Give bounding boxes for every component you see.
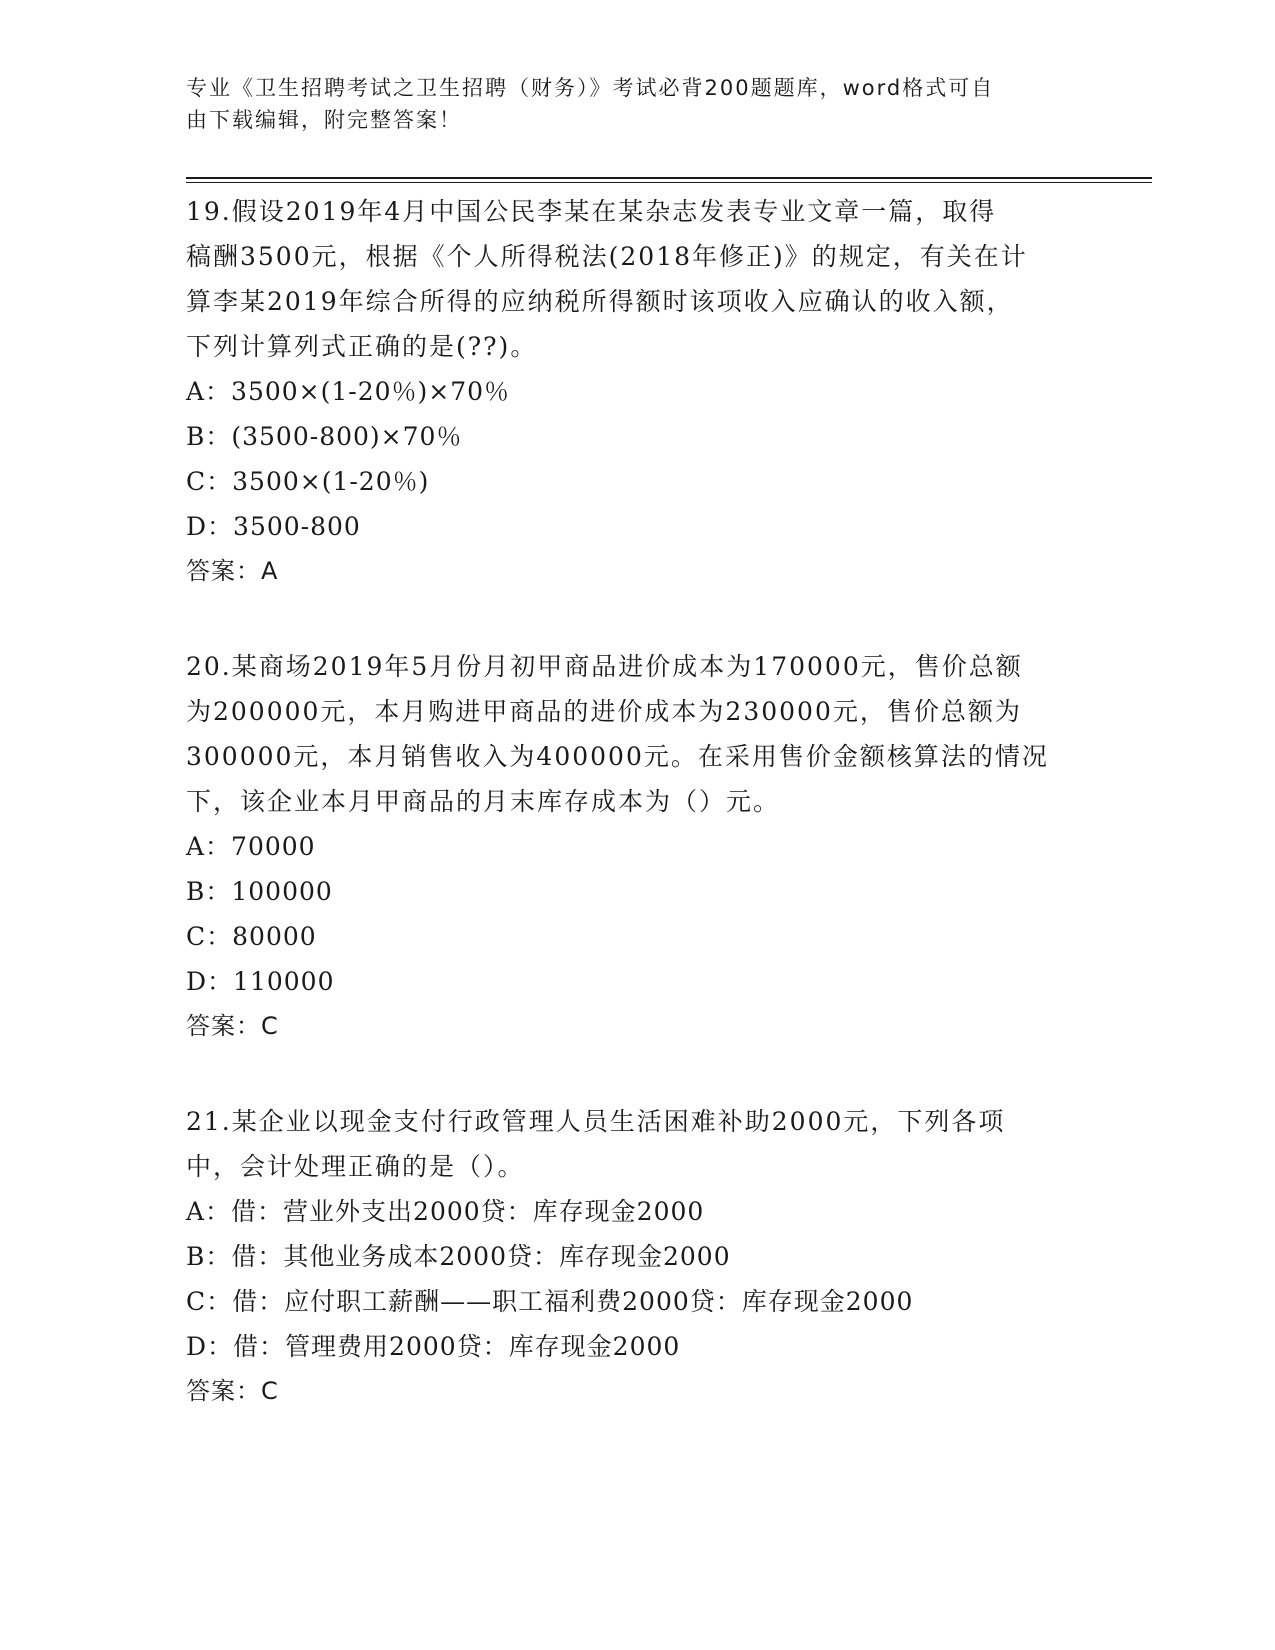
option-c: C：3500×(1-20％) [186, 467, 430, 496]
option-d: D：3500-800 [186, 512, 361, 541]
question-20 [186, 644, 1086, 1049]
header-line-2: 由下载编辑，附完整答案！ [186, 108, 462, 132]
question-21 [186, 1099, 1086, 1414]
answer: 答案：A [186, 557, 279, 585]
option-d: D：借：管理费用2000贷：库存现金2000 [186, 1332, 681, 1361]
document-header [186, 72, 1076, 136]
option-b: B：借：其他业务成本2000贷：库存现金2000 [186, 1242, 731, 1271]
option-c: C：80000 [186, 922, 317, 951]
question-stem: 下，该企业本月甲商品的月末库存成本为（）元。 [186, 787, 781, 816]
option-a: A：借：营业外支出2000贷：库存现金2000 [186, 1197, 705, 1226]
question-stem: 中，会计处理正确的是（）。 [186, 1152, 525, 1181]
question-stem: 为200000元，本月购进甲商品的进价成本为230000元，售价总额为 [186, 697, 1022, 726]
option-a: A：70000 [186, 832, 316, 861]
header-divider-thick [186, 177, 1152, 179]
question-stem: 下列计算列式正确的是(??)。 [186, 332, 538, 361]
option-b: B：(3500-800)×70％ [186, 422, 463, 451]
question-19 [186, 189, 1086, 594]
question-stem: 稿酬3500元，根据《个人所得税法(2018年修正)》的规定，有关在计 [186, 242, 1028, 271]
answer: 答案：C [186, 1377, 279, 1405]
option-b: B：100000 [186, 877, 333, 906]
option-d: D：110000 [186, 967, 335, 996]
question-stem: 20.某商场2019年5月份月初甲商品进价成本为170000元，售价总额 [186, 652, 1023, 681]
header-line-1: 专业《卫生招聘考试之卫生招聘（财务）》考试必背200题题库，word格式可自 [186, 76, 995, 100]
header-divider-thin [186, 182, 1152, 183]
question-stem: 19.假设2019年4月中国公民李某在某杂志发表专业文章一篇，取得 [186, 197, 997, 226]
question-stem: 300000元，本月销售收入为400000元。在采用售价金额核算法的情况 [186, 742, 1049, 771]
question-stem: 算李某2019年综合所得的应纳税所得额时该项收入应确认的收入额， [186, 287, 1014, 316]
answer: 答案：C [186, 1012, 279, 1040]
option-c: C：借：应付职工薪酬——职工福利费2000贷：库存现金2000 [186, 1287, 914, 1316]
question-stem: 21.某企业以现金支付行政管理人员生活困难补助2000元，下列各项 [186, 1107, 1006, 1136]
option-a: A：3500×(1-20％)×70％ [186, 377, 511, 406]
